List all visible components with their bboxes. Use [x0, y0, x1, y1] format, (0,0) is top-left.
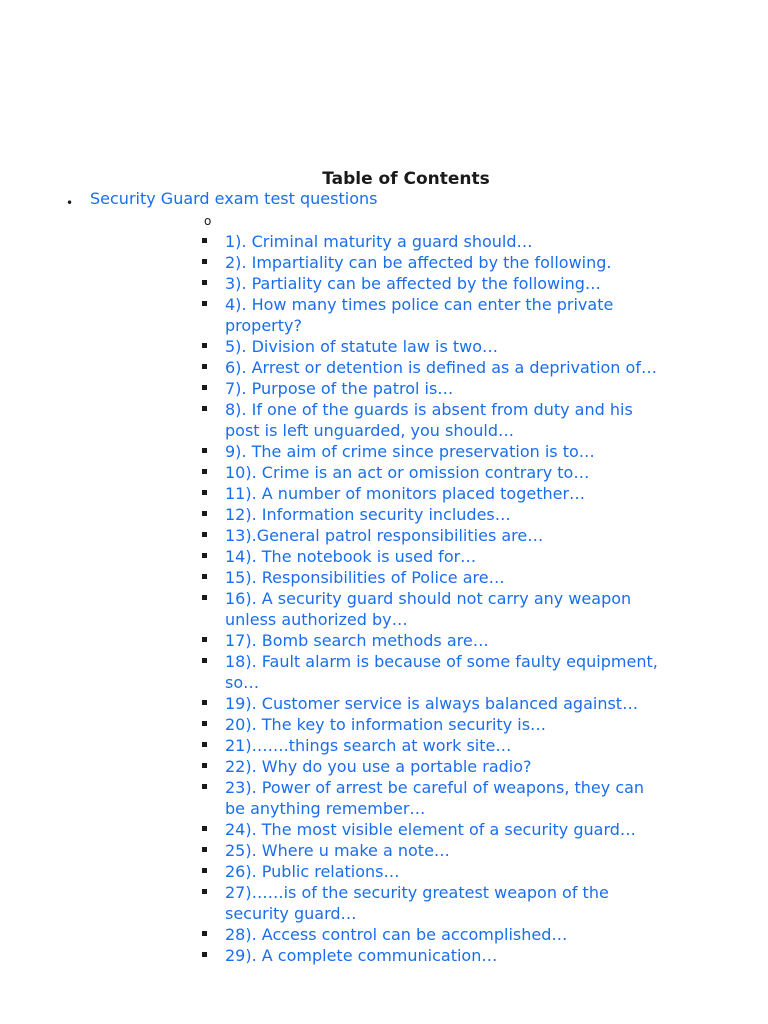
toc-question-link[interactable]: 27)……is of the security greatest weapon of the security guard… [225, 883, 609, 923]
toc-question-link[interactable]: 12). Information security includes… [225, 505, 511, 524]
toc-question-item [90, 273, 768, 294]
bullet-square-icon [202, 847, 207, 852]
bullet-square-icon [202, 364, 207, 369]
toc-question-item [90, 945, 768, 966]
toc-title: Table of Contents [322, 169, 490, 189]
bullet-square-icon [202, 637, 207, 642]
bullet-square-icon [202, 931, 207, 936]
toc-subsection [90, 210, 768, 231]
toc-question-link[interactable]: 4). How many times police can enter the private property? [225, 295, 614, 335]
toc-question-link[interactable]: 14). The notebook is used for… [225, 547, 477, 566]
toc-question-item [90, 861, 768, 882]
bullet-square-icon [202, 469, 207, 474]
bullet-square-icon [202, 553, 207, 558]
bullet-square-icon [202, 784, 207, 789]
toc-section-link[interactable]: Security Guard exam test questions [90, 189, 378, 208]
toc-question-link[interactable]: 7). Purpose of the patrol is… [225, 379, 454, 398]
toc-question-item [90, 630, 768, 651]
toc-question-link[interactable]: 15). Responsibilities of Police are… [225, 568, 505, 587]
toc-question-item [90, 525, 768, 546]
toc-section [0, 188, 768, 966]
bullet-square-icon [202, 238, 207, 243]
toc-question-link[interactable]: 17). Bomb search methods are… [225, 631, 489, 650]
toc-question-item [90, 357, 768, 378]
toc-question-item [90, 756, 768, 777]
toc-question-link[interactable]: 13).General patrol responsibilities are… [225, 526, 544, 545]
bullet-square-icon [202, 406, 207, 411]
toc-question-link[interactable]: 20). The key to information security is… [225, 715, 547, 734]
toc-question-item [90, 336, 768, 357]
toc-question-item [90, 462, 768, 483]
toc-question-item [90, 693, 768, 714]
bullet-square-icon [202, 826, 207, 831]
question-list [90, 231, 768, 966]
bullet-dot: • [66, 196, 74, 210]
bullet-square-icon [202, 532, 207, 537]
toc-question-link[interactable]: 6). Arrest or detention is defined as a deprivation of… [225, 358, 657, 377]
bullet-circle: o [204, 214, 212, 228]
toc-question-link[interactable]: 18). Fault alarm is because of some faulty equipment, so… [225, 652, 658, 692]
bullet-square-icon [202, 490, 207, 495]
bullet-square-icon [202, 721, 207, 726]
toc-question-link[interactable]: 8). If one of the guards is absent from duty and his post is left unguarded, you should… [225, 400, 633, 440]
bullet-square-icon [202, 700, 207, 705]
bullet-square-icon [202, 448, 207, 453]
bullet-square-icon [202, 343, 207, 348]
toc-question-item [90, 294, 768, 336]
toc-question-link[interactable]: 11). A number of monitors placed together… [225, 484, 586, 503]
toc-question-item [90, 735, 768, 756]
toc-question-link[interactable]: 28). Access control can be accomplished… [225, 925, 568, 944]
bullet-square-icon [202, 511, 207, 516]
bullet-square-icon [202, 868, 207, 873]
toc-question-link[interactable]: 2). Impartiality can be affected by the following. [225, 253, 612, 272]
toc-question-item [90, 231, 768, 252]
toc-question-item [90, 441, 768, 462]
toc-question-link[interactable]: 22). Why do you use a portable radio? [225, 757, 532, 776]
toc-question-link[interactable]: 24). The most visible element of a security guard… [225, 820, 636, 839]
toc-question-item [90, 819, 768, 840]
toc-question-link[interactable]: 23). Power of arrest be careful of weapons, they can be anything remember… [225, 778, 645, 818]
toc-question-link[interactable]: 9). The aim of crime since preservation is to… [225, 442, 595, 461]
bullet-square-icon [202, 301, 207, 306]
toc-question-item [90, 252, 768, 273]
toc-question-item [90, 924, 768, 945]
toc-question-item [90, 588, 768, 630]
bullet-square-icon [202, 889, 207, 894]
bullet-square-icon [202, 259, 207, 264]
bullet-square-icon [202, 574, 207, 579]
bullet-square-icon [202, 658, 207, 663]
toc-question-item [90, 840, 768, 861]
toc-question-item [90, 378, 768, 399]
toc-question-link[interactable]: 3). Partiality can be affected by the following… [225, 274, 601, 293]
toc-sublist [90, 210, 768, 231]
toc-question-link[interactable]: 1). Criminal maturity a guard should… [225, 232, 533, 251]
bullet-square-icon [202, 385, 207, 390]
toc-list [0, 188, 768, 966]
bullet-square-icon [202, 595, 207, 600]
toc-question-item [90, 399, 768, 441]
toc-question-item [90, 546, 768, 567]
bullet-square-icon [202, 763, 207, 768]
toc-question-item [90, 567, 768, 588]
toc-question-link[interactable]: 5). Division of statute law is two… [225, 337, 499, 356]
bullet-square-icon [202, 280, 207, 285]
toc-question-link[interactable]: 29). A complete communication… [225, 946, 498, 965]
toc-question-link[interactable]: 26). Public relations… [225, 862, 400, 881]
toc-question-item [90, 714, 768, 735]
toc-question-item [90, 504, 768, 525]
toc-question-link[interactable]: 10). Crime is an act or omission contrary to… [225, 463, 590, 482]
bullet-square-icon [202, 742, 207, 747]
toc-question-item [90, 777, 768, 819]
toc-question-item [90, 882, 768, 924]
toc-question-link[interactable]: 16). A security guard should not carry any weapon unless authorized by… [225, 589, 632, 629]
toc-question-item [90, 483, 768, 504]
toc-question-link[interactable]: 25). Where u make a note… [225, 841, 450, 860]
table-of-contents [0, 188, 768, 966]
toc-question-link[interactable]: 19). Customer service is always balanced against… [225, 694, 639, 713]
toc-question-item [90, 651, 768, 693]
toc-question-link[interactable]: 21)…….things search at work site… [225, 736, 512, 755]
bullet-square-icon [202, 952, 207, 957]
